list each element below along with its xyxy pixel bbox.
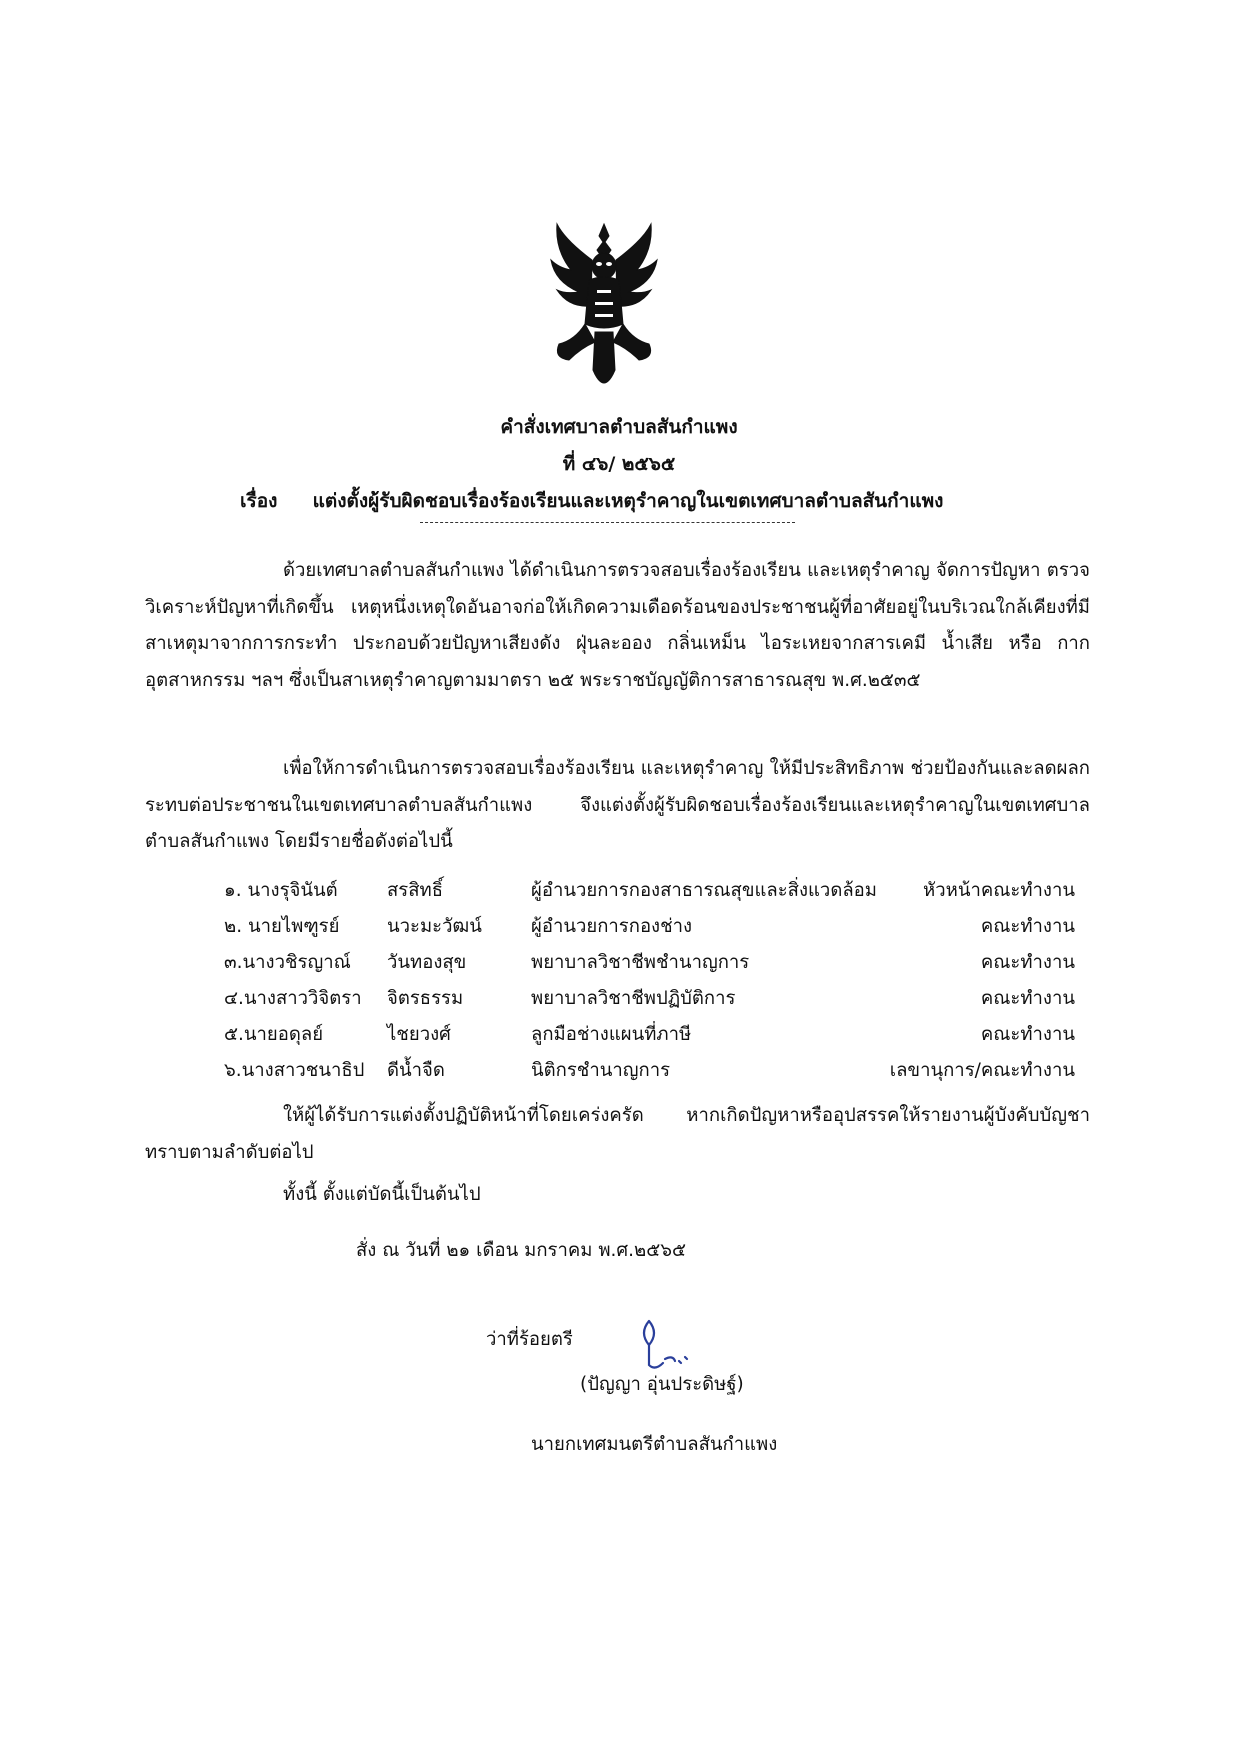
paragraph-2 [145, 751, 1090, 861]
paragraph-3-text: ให้ผู้ได้รับการแต่งตั้งปฏิบัติหน้าที่โดยเคร่งครัด หากเกิดปัญหาหรืออุปสรรคให้รายงานผู้บังคับบัญชาทราบตามลำดับต่อไป [145, 1105, 1090, 1163]
member-role: คณะทำงาน [980, 988, 1075, 1009]
member-role: คณะทำงาน [980, 916, 1075, 937]
member-surname: วันทองสุข [387, 952, 467, 973]
member-name: ๖.นางสาวชนาธิป [224, 1060, 365, 1081]
signer-name: (ปัญญา อุ่นประดิษฐ์) [580, 1374, 744, 1395]
member-position: ผู้อำนวยการกองสาธารณสุขและสิ่งแวดล้อม [531, 880, 877, 901]
member-role: หัวหน้าคณะทำงาน [923, 880, 1075, 901]
subject-line [240, 486, 943, 516]
member-position: พยาบาลวิชาชีพปฏิบัติการ [531, 988, 736, 1009]
paragraph-3 [145, 1098, 1090, 1171]
member-position: นิติกรชำนาญการ [531, 1060, 671, 1081]
member-row [0, 876, 1075, 906]
subject-text: แต่งตั้งผู้รับผิดชอบเรื่องร้องเรียนและเหตุรำคาญในเขตเทศบาลตำบลสันกำแพง [312, 490, 944, 512]
member-position: ลูกมือช่างแผนที่ภาษี [531, 1024, 692, 1045]
member-name: ๑. นางรุจินันต์ [224, 880, 338, 901]
member-name: ๔.นางสาววิจิตรา [224, 988, 362, 1009]
signature [625, 1315, 695, 1375]
signer-title: นายกเทศมนตรีตำบลสันกำแพง [531, 1434, 778, 1455]
member-position: ผู้อำนวยการกองช่าง [531, 916, 693, 937]
member-row [0, 984, 1075, 1014]
signer-rank: ว่าที่ร้อยตรี [486, 1329, 573, 1350]
member-row [0, 1056, 1075, 1086]
member-surname: นวะมะวัฒน์ [387, 916, 482, 937]
paragraph-1-text: ด้วยเทศบาลตำบลสันกำแพง ได้ดำเนินการตรวจสอบเรื่องร้องเรียน และเหตุรำคาญ จัดการปัญหา ตรวจวิเคราะห์ปัญหาที่เกิดขึ้น เหตุหนึ่งเหตุใดอันอาจก่อให้เกิดความเดือดร้อนของประชาชนผู้ที่อาศัยอยู่ในบริเวณใกล้เคียงที่มีสาเหตุมาจากการกระทำ ประกอบด้วยปัญหาเสียงดัง ฝุ่นละออง กลิ่นเหม็น ไอระเหยจากสารเคมี น้ำเสีย หรือ กากอุตสาหกรรม ฯลฯ ซึ่งเป็นสาเหตุรำคาญตามมาตรา ๒๕ พระราชบัญญัติการสาธารณสุข พ.ศ.๒๕๓๕ [145, 560, 1090, 691]
member-name: ๒. นายไพฑูรย์ [224, 916, 340, 937]
member-role: คณะทำงาน [980, 1024, 1075, 1045]
order-number: ที่ ๔๖/ ๒๕๖๕ [562, 453, 676, 475]
effective-line: ทั้งนี้ ตั้งแต่บัดนี้เป็นต้นไป [283, 1184, 481, 1205]
member-surname: สรสิทธิ์ [387, 880, 444, 901]
member-row [0, 912, 1075, 942]
garuda-emblem [545, 220, 663, 398]
member-role: เลขานุการ/คณะทำงาน [889, 1060, 1075, 1081]
subject-label: เรื่อง [240, 490, 278, 512]
paragraph-1 [145, 553, 1090, 699]
date-line: สั่ง ณ วันที่ ๒๑ เดือน มกราคม พ.ศ.๒๕๖๕ [356, 1240, 686, 1261]
divider [420, 522, 795, 523]
member-row [0, 948, 1075, 978]
paragraph-2-text: เพื่อให้การดำเนินการตรวจสอบเรื่องร้องเรียน และเหตุรำคาญ ให้มีประสิทธิภาพ ช่วยป้องกันและลดผลกระทบต่อประชาชนในเขตเทศบาลตำบลสันกำแพง จึงแต่งตั้งผู้รับผิดชอบเรื่องร้องเรียนและเหตุรำคาญในเขตเทศบาลตำบลสันกำแพง โดยมีรายชื่อดังต่อไปนี้ [145, 758, 1090, 852]
document-title: คำสั่งเทศบาลตำบลสันกำแพง [500, 416, 738, 438]
member-row [0, 1020, 1075, 1050]
member-name: ๓.นางวชิรญาณ์ [224, 952, 351, 973]
member-name: ๕.นายอดุลย์ [224, 1024, 324, 1045]
member-surname: จิตรธรรม [387, 988, 464, 1009]
member-surname: ดีน้ำจืด [387, 1060, 445, 1081]
member-position: พยาบาลวิชาชีพชำนาญการ [531, 952, 750, 973]
member-role: คณะทำงาน [980, 952, 1075, 973]
member-surname: ไชยวงศ์ [387, 1024, 451, 1045]
